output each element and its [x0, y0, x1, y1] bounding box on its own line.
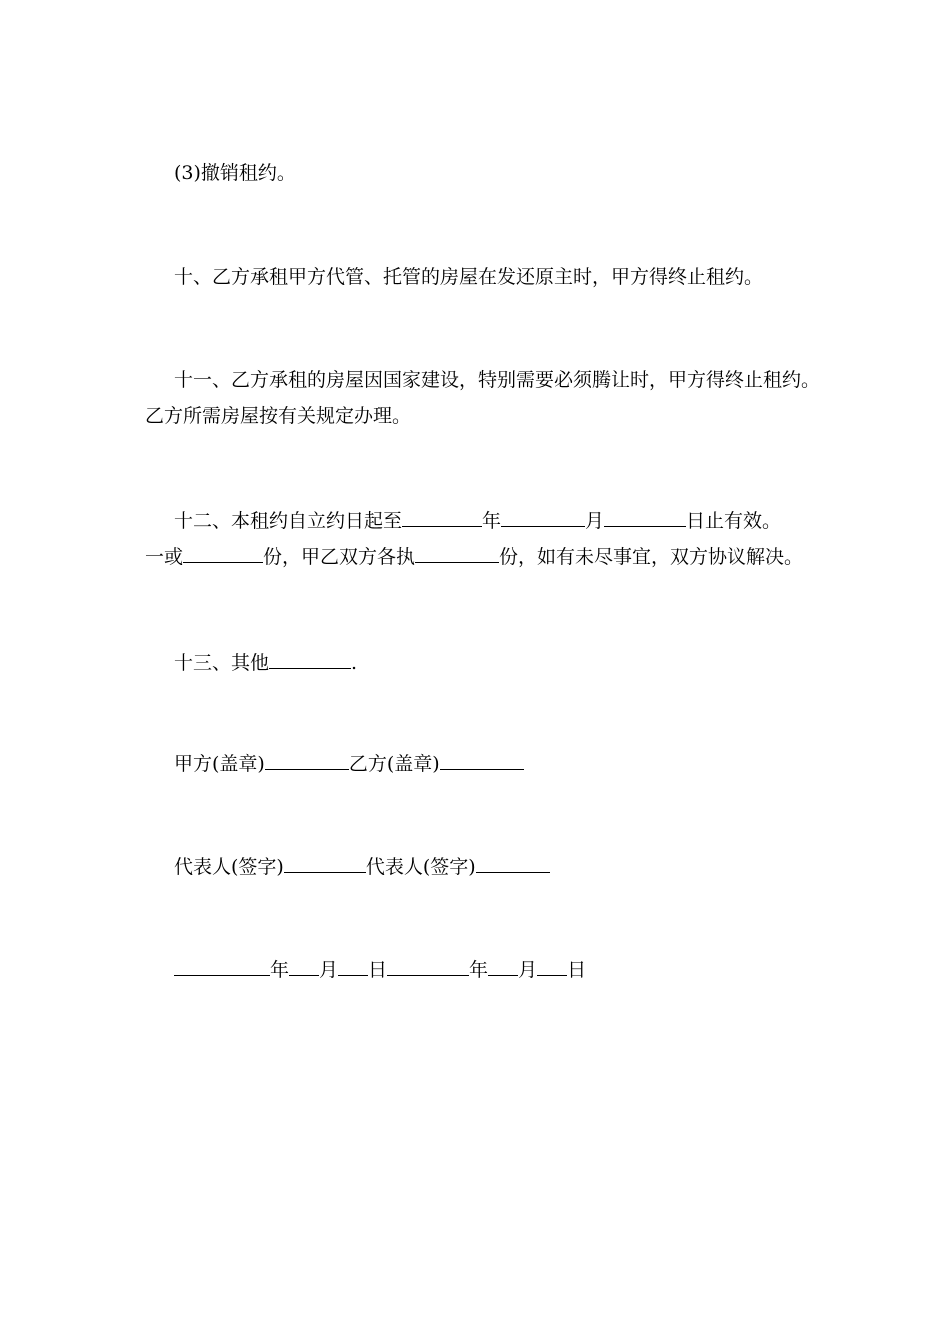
item-3-text: (3)撤销租约。	[174, 162, 296, 184]
date-a-month-label: 月	[319, 959, 339, 981]
clause-10-text: 十、乙方承租甲方代管、托管的房屋在发还原主时，甲方得终止租约。	[174, 266, 764, 288]
clause-11-line2: 乙方所需房屋按有关规定办理。	[145, 405, 412, 427]
party-a-seal-field[interactable]	[265, 749, 349, 770]
date-a-day-field[interactable]	[338, 955, 368, 976]
clause-12-line2	[145, 539, 803, 575]
blank-year-field[interactable]	[402, 506, 482, 527]
date-b-year-field[interactable]	[387, 955, 469, 976]
date-a-year-field[interactable]	[174, 955, 270, 976]
date-line	[174, 952, 586, 988]
clause-13-suffix: .	[351, 652, 358, 674]
blank-total-copies-field[interactable]	[183, 542, 263, 563]
blank-month-field[interactable]	[501, 506, 585, 527]
clause-12-year-label: 年	[482, 510, 502, 532]
blank-each-copies-field[interactable]	[415, 542, 499, 563]
date-a-day-label: 日	[368, 959, 388, 981]
seal-line	[174, 746, 524, 782]
clause-11-line1: 十一、乙方承租的房屋因国家建设，特别需要必须腾让时，甲方得终止租约。	[174, 369, 821, 391]
clause-12-line2-prefix: 一或	[145, 546, 184, 568]
representative-line	[174, 849, 550, 885]
rep-b-sign-label: 代表人(签字)	[365, 856, 476, 878]
clause-12-copies-text: 份，甲乙双方各执	[263, 546, 416, 568]
rep-a-sign-label: 代表人(签字)	[174, 856, 284, 878]
date-b-day-field[interactable]	[537, 955, 567, 976]
blank-day-field[interactable]	[604, 506, 686, 527]
clause-13-prefix: 十三、其他	[174, 652, 270, 674]
date-b-month-label: 月	[518, 959, 538, 981]
date-a-year-label: 年	[270, 959, 290, 981]
clause-12-line2-suffix: 份，如有未尽事宜，双方协议解决。	[499, 546, 804, 568]
clause-12-day-suffix: 日止有效。	[686, 510, 782, 532]
clause-13-line	[174, 645, 357, 681]
rep-a-sign-field[interactable]	[284, 852, 366, 873]
date-b-year-label: 年	[469, 959, 489, 981]
date-b-month-field[interactable]	[488, 955, 518, 976]
blank-other-field[interactable]	[269, 648, 351, 669]
date-a-month-field[interactable]	[289, 955, 319, 976]
rep-b-sign-field[interactable]	[476, 852, 550, 873]
party-a-seal-label: 甲方(盖章)	[174, 753, 265, 775]
clause-12-month-label: 月	[585, 510, 605, 532]
date-b-day-label: 日	[567, 959, 587, 981]
party-b-seal-field[interactable]	[440, 749, 524, 770]
party-b-seal-label: 乙方(盖章)	[348, 753, 440, 775]
clause-12-line1	[174, 503, 781, 539]
clause-12-prefix: 十二、本租约自立约日起至	[174, 510, 403, 532]
